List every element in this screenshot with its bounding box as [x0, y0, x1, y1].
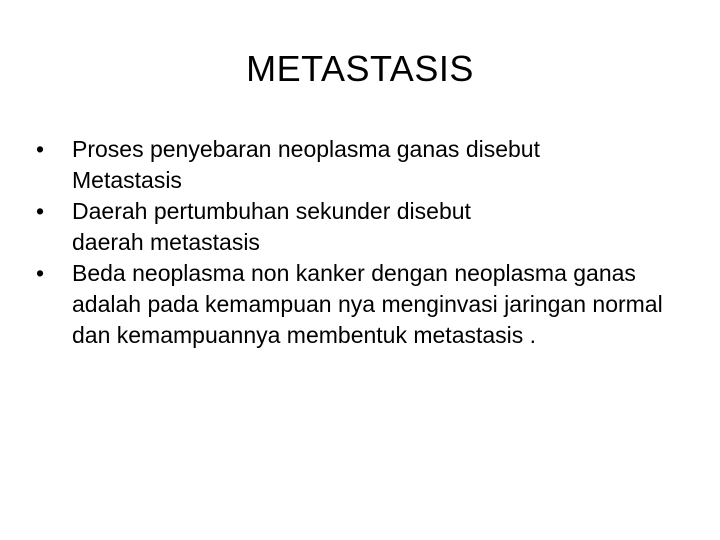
bullet-list: [36, 134, 696, 351]
bullet-item-2: [36, 196, 696, 258]
bullet-text: Proses penyebaran neoplasma ganas disebut: [72, 136, 540, 162]
slide-title: METASTASIS: [246, 48, 474, 89]
bullet-marker: •: [36, 260, 45, 286]
bullet-text: Beda neoplasma non kanker dengan neoplasma ganas adalah pada kemampuan nya menginvasi jaringan normal dan kemampuannya membentuk metastasis .: [72, 260, 663, 348]
bullet-item-3: [36, 258, 696, 351]
bullet-item-1: [36, 134, 696, 196]
bullet-marker: •: [36, 198, 45, 224]
bullet-text: Daerah pertumbuhan sekunder disebut: [72, 198, 471, 224]
bullet-term: Metastasis: [72, 167, 182, 193]
bullet-marker: •: [36, 136, 45, 162]
bullet-term: daerah metastasis: [72, 229, 260, 255]
